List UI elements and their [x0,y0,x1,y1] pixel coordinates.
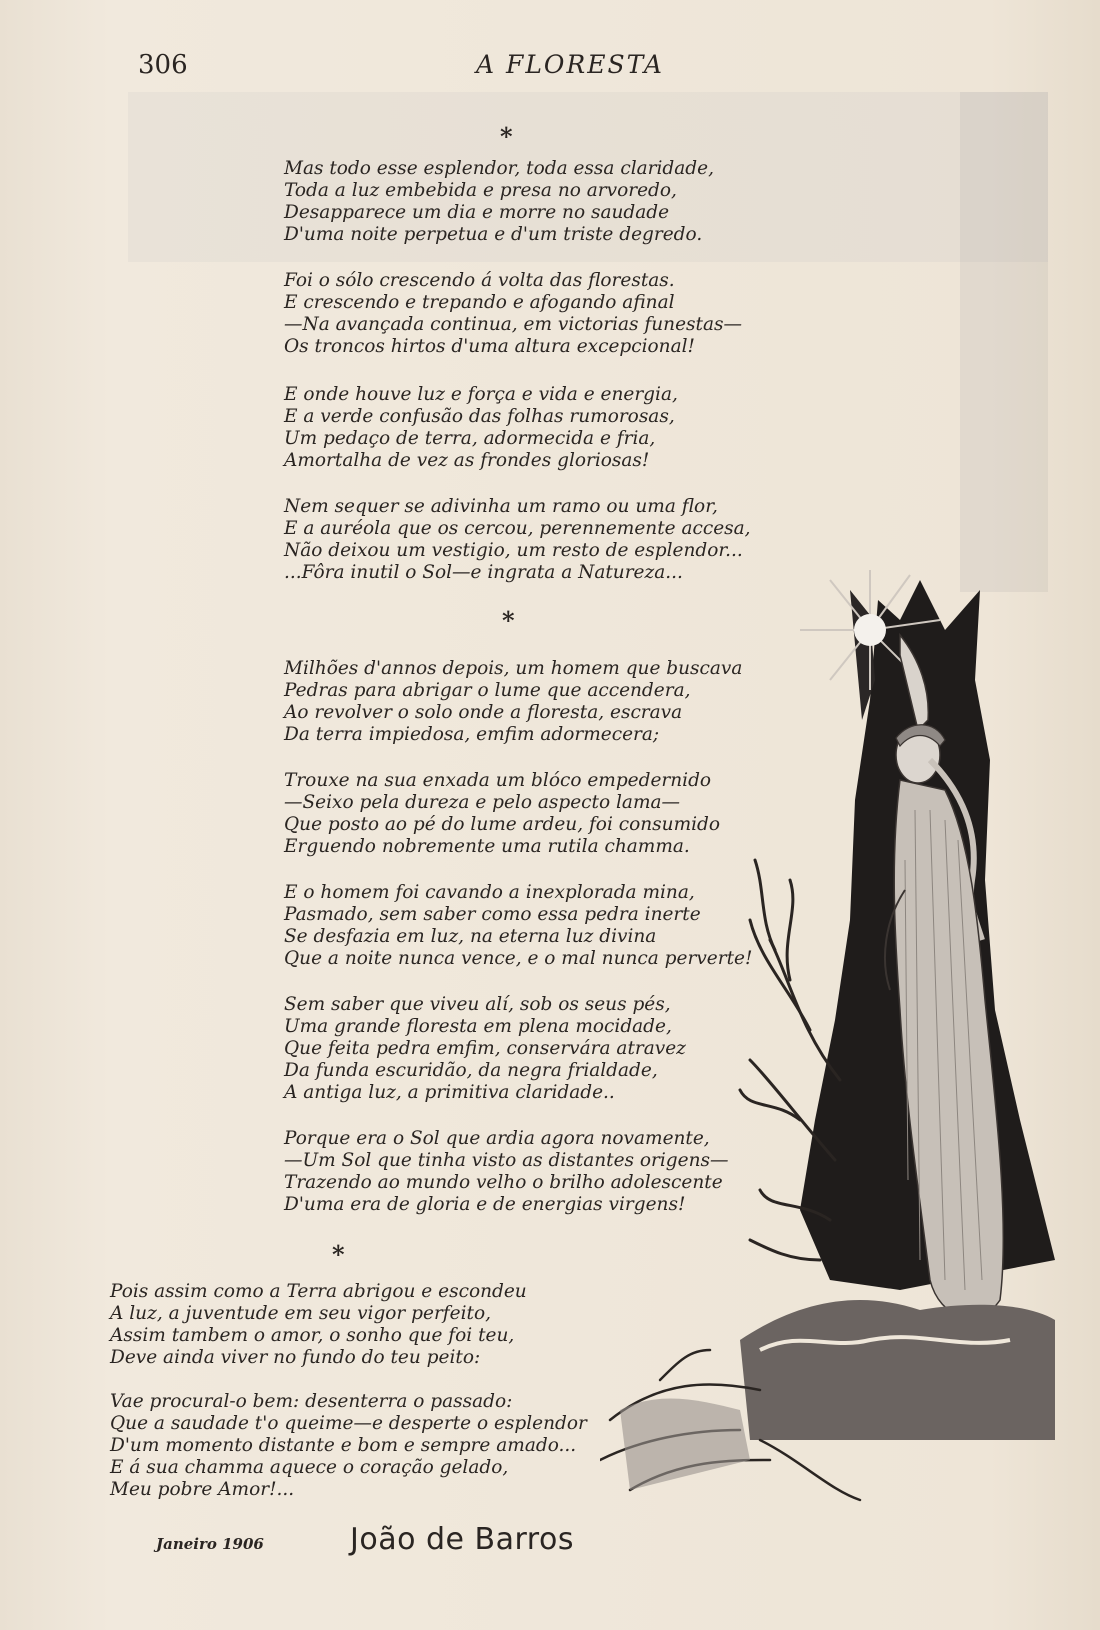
verse-line: —Na avançada continua, em victorias funestas— [284,314,742,335]
verse-line: Erguendo nobremente uma rutila chamma. [284,836,690,857]
verse-line: Pedras para abrigar o lume que accendera, [284,680,691,701]
verse-line: Milhões d'annos depois, um homem que buscava [284,658,743,679]
woman-holding-star-in-forest-icon [600,560,1060,1550]
verse-line: E o homem foi cavando a inexplorada mina, [284,882,695,903]
verse-line: Mas todo esse esplendor, toda essa claridade, [284,158,714,179]
verse-line: Os troncos hirtos d'uma altura excepcional! [284,336,695,357]
verse-line: Vae procural-o bem: desenterra o passado: [110,1391,513,1412]
verse-line: Da funda escuridão, da negra frialdade, [284,1060,658,1081]
verse-line: Se desfazia em luz, na eterna luz divina [284,926,657,947]
verse-line: Sem saber que viveu alí, sob os seus pés, [284,994,671,1015]
verse-line: Deve ainda viver no fundo do teu peito: [110,1347,481,1368]
verse-line: Foi o sólo crescendo á volta das florestas. [284,270,675,291]
verse-line: ...Fôra inutil o Sol—e ingrata a Natureza... [284,562,683,583]
section-separator: * [502,606,515,635]
verse-line: E a verde confusão das folhas rumorosas, [284,406,675,427]
verse-line: Porque era o Sol que ardia agora novamente, [284,1128,710,1149]
author-signature: João de Barros [350,1522,574,1557]
verse-line: Ao revolver o solo onde a floresta, escrava [284,702,683,723]
verse-line: E a auréola que os cercou, perennemente accesa, [284,518,751,539]
running-title: A FLORESTA [475,50,664,79]
section-separator: * [500,122,513,151]
verse-line: Toda a luz embebida e presa no arvoredo, [284,180,677,201]
verse-line: Pois assim como a Terra abrigou e escondeu [110,1281,527,1302]
verse-line: Desapparece um dia e morre no saudade [284,202,670,223]
verse-line: Assim tambem o amor, o sonho que foi teu, [110,1325,515,1346]
verse-line: E onde houve luz e força e vida e energia, [284,384,678,405]
verse-line: A luz, a juventude em seu vigor perfeito, [110,1303,491,1324]
verse-line: —Um Sol que tinha visto as distantes origens— [284,1150,729,1171]
verse-line: Que posto ao pé do lume ardeu, foi consumido [284,814,721,835]
verse-line: Amortalha de vez as frondes gloriosas! [284,450,650,471]
verse-line: D'uma era de gloria e de energias virgens! [284,1194,686,1215]
verse-line: Nem sequer se adivinha um ramo ou uma flor, [284,496,718,517]
verse-line: E crescendo e trepando e afogando afinal [284,292,675,313]
verse-line: D'uma noite perpetua e d'um triste degredo. [284,224,703,245]
page-number: 306 [138,50,188,80]
stanza [284,384,678,472]
stanza [284,158,714,246]
verse-line: Uma grande floresta em plena mocidade, [284,1016,672,1037]
verse-line: A antiga luz, a primitiva claridade.. [284,1082,615,1103]
verse-line: Trazendo ao mundo velho o brilho adolescente [284,1172,723,1193]
section-separator: * [332,1240,345,1269]
verse-line: Pasmado, sem saber como essa pedra inerte [284,904,701,925]
stanza [110,1281,527,1369]
verse-line: Que a noite nunca vence, e o mal nunca perverte! [284,948,753,969]
poem-date: Janeiro 1906 [156,1535,264,1553]
verse-line: Que a saudade t'o queime—e desperte o esplendor [110,1413,587,1434]
verse-line: Não deixou um vestigio, um resto de esplendor... [284,540,743,561]
verse-line: Um pedaço de terra, adormecida e fria, [284,428,656,449]
verse-line: E á sua chamma aquece o coração gelado, [110,1457,509,1478]
verse-line: D'um momento distante e bom e sempre amado... [110,1435,577,1456]
verse-line: Meu pobre Amor!... [110,1479,295,1500]
verse-line: Trouxe na sua enxada um blóco empedernido [284,770,712,791]
verse-line: —Seixo pela dureza e pelo aspecto lama— [284,792,681,813]
show-through-band-right [960,92,1048,592]
stanza [284,270,742,358]
verse-line: Que feita pedra emfim, conservára atravez [284,1038,686,1059]
verse-line: Da terra impiedosa, emfim adormecera; [284,724,660,745]
stanza [110,1391,587,1501]
